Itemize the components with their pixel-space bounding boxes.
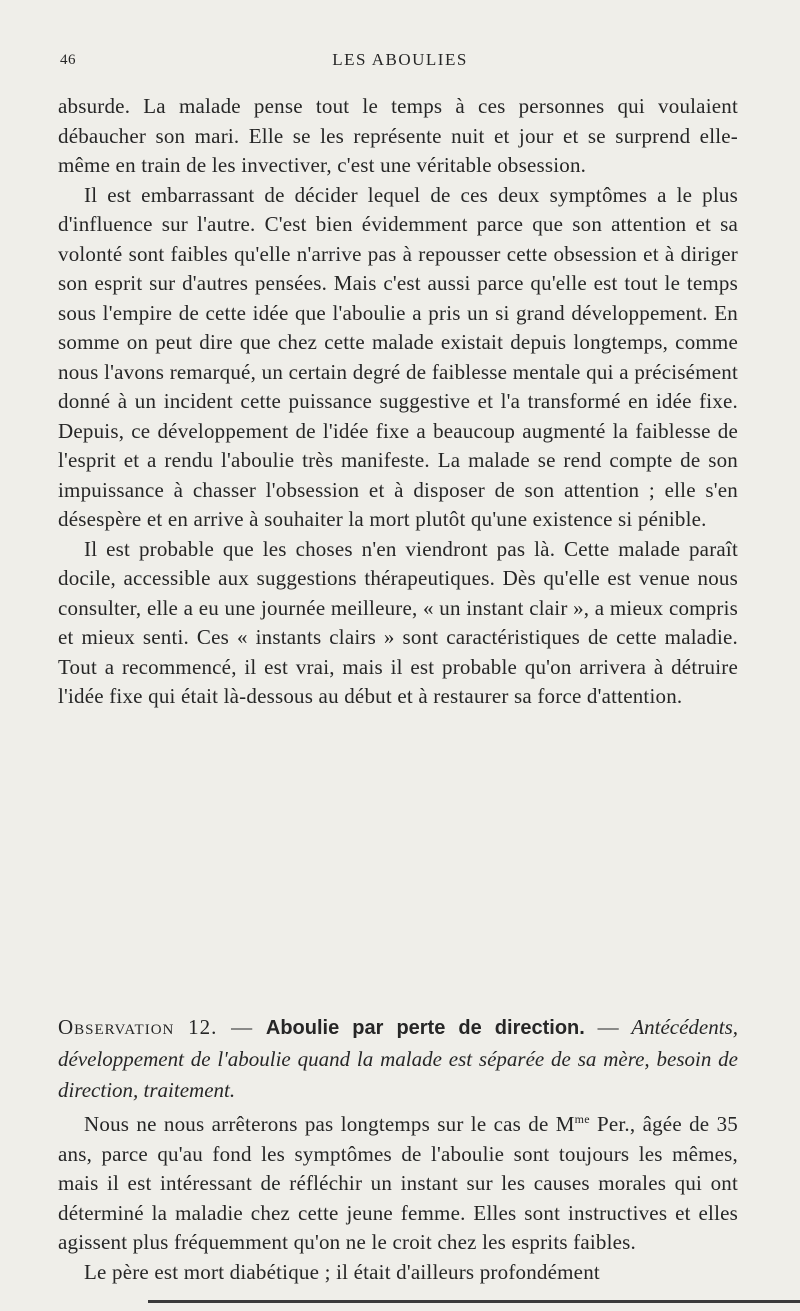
- paragraph: absurde. La malade pense tout le temps à ces personnes qui voulaient débaucher son mari. Elle se les représente nuit et jour et se surprend elle-même en train de les invectiver, c'est une véritable obsession.: [58, 94, 738, 177]
- running-title: LES ABOULIES: [332, 50, 468, 69]
- observation-text: [58, 1110, 738, 1287]
- body-text: [58, 92, 738, 712]
- paragraph: [58, 1110, 738, 1258]
- observation-label: Observation 12. —: [58, 1015, 254, 1039]
- page-header: [60, 50, 740, 74]
- observation-separator: —: [597, 1015, 619, 1039]
- page-number: 46: [60, 52, 76, 68]
- superscript: me: [574, 1112, 590, 1126]
- paragraph-text: Nous ne nous arrêterons pas longtemps sur le cas de M: [84, 1112, 575, 1136]
- bottom-rule: [148, 1300, 800, 1303]
- observation-title: Aboulie par perte de direction.: [265, 1017, 585, 1039]
- paragraph-text: Per., âgée de 35 ans, parce qu'au fond les symptômes de l'aboulie sont toujours les mêmes, mais il est intéressant de réfléchir un instant sur les causes morales qui ont déterminé la maladie chez cette jeune femme. Elles sont instructives et elles agissent plus fréquemment qu'on ne le croit chez les esprits faibles.: [58, 1112, 738, 1254]
- paragraph: Il est probable que les choses n'en viendront pas là. Cette malade paraît docile, accessible aux suggestions thérapeutiques. Dès qu'elle est venue nous consulter, elle a eu une journée meilleure, « un instant clair », a mieux compris et mieux senti. Ces « instants clairs » sont caractéristiques de cette maladie. Tout a recommencé, il est vrai, mais il est probable qu'on arrivera à détruire l'idée fixe qui était là-dessous au début et à restaurer sa force d'attention.: [58, 536, 738, 708]
- observation-heading: [58, 1012, 738, 1106]
- paragraph: Le père est mort diabétique ; il était d'ailleurs profondément: [84, 1259, 600, 1284]
- paragraph: Il est embarrassant de décider lequel de ces deux symptômes a le plus d'influence sur l'autre. C'est bien évidemment parce que son attention et sa volonté sont faibles qu'elle n'arrive pas à repousser cette obsession et à diriger son esprit sur d'autres pensées. Mais c'est aussi parce qu'elle est tout le temps sous l'empire de cette idée que l'aboulie a pris un si grand développement. En somme on peut dire que chez cette malade existait depuis longtemps, comme nous l'avons remarqué, un certain degré de faiblesse mentale qui a précisément donné à un incident cette puissance suggestive et l'a transformé en idée fixe. Depuis, ce développement de l'idée fixe a beaucoup augmenté la faiblesse de l'esprit et a rendu l'aboulie très manifeste. La malade se rend compte de son impuissance à chasser l'obsession et à disposer de son attention ; elle s'en désespère et en arrive à souhaiter la mort plutôt qu'une existence si pénible.: [58, 182, 738, 531]
- observation-subtitle: Antécédents, développement de l'aboulie quand la malade est séparée de sa mère, besoin de direction, traitement.: [58, 1015, 739, 1102]
